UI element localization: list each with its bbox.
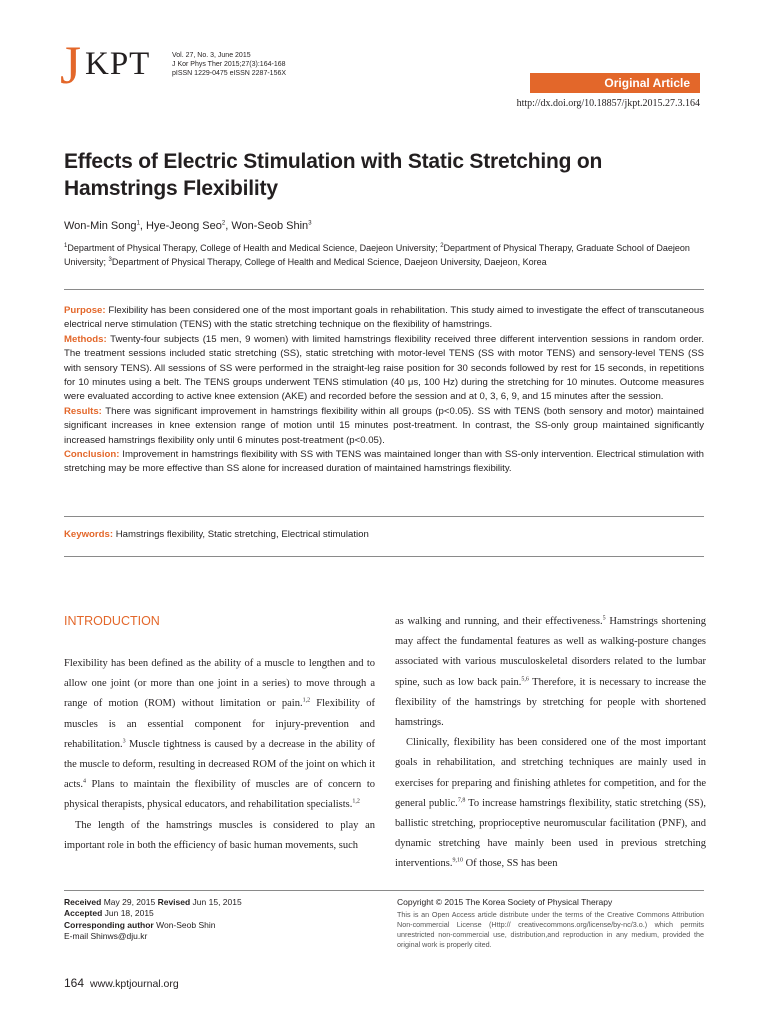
keywords (64, 529, 704, 540)
email-label: E-mail (64, 931, 89, 942)
corresponding-label: Corresponding author (64, 919, 154, 930)
keywords-bottom-rule (64, 556, 704, 557)
corresponding-author: Won-Seob Shin (153, 919, 216, 930)
body-text: Clinically, flexibility has been considered one of the most important goals in rehabilitation, and stretching techniques are mainly used in exercises for preparing and finishing athletes for competition, and for the general public. (395, 737, 706, 809)
received-date: May 29, 2015 (101, 897, 158, 907)
body-text: Therefore, it is necessary to increase the flexibility of the hamstrings by stretching for people with shortened hamstrings. (395, 676, 706, 729)
affiliation-1: Department of Physical Therapy, College of Health and Medical Science, Daejeon University; (67, 243, 441, 253)
body-paragraph: The length of the hamstrings muscles is considered to play an important role in both the efficiency of basic human movements, such (64, 819, 375, 851)
section-heading-introduction: INTRODUCTION (64, 614, 160, 628)
received-label: Received (64, 897, 102, 907)
purpose-label: Purpose: (64, 305, 106, 316)
journal-citation: J Kor Phys Ther 2015;27(3):164-168 (172, 60, 286, 68)
corresponding-line (64, 920, 384, 931)
citation-sup: 5 (602, 615, 606, 622)
body-text: Flexibility has been defined as the ability of a muscle to lengthen and to allow one joint (or more than one joint in a series) to move through a range of motion (ROM) without limitation or pain. (64, 658, 375, 710)
license-text: This is an Open Access article distribute under the terms of the Creative Commons Attribution Non-commercial License (Http:// creativecommons.org/license/by-nc/3.o.) which permits unrestricted non-commercial use, distribution,and reproduction in any medium, provided the original work is properly cited. (397, 910, 704, 949)
abstract-top-rule (64, 289, 704, 290)
footer-rule (64, 890, 704, 891)
citation-sup: 4 (82, 778, 86, 785)
body-column-right (395, 612, 706, 875)
article-type-badge: Original Article (530, 73, 700, 93)
citation-sup: 1,2 (302, 697, 311, 704)
body-text: Hamstrings shortening may affect the fundamental features as well as walking-posture changes associated with various musculoskeletal disorders related to the lumbar spine, such as low back pain. (395, 616, 706, 688)
abstract-results (64, 405, 704, 448)
author-name: Hye-Jeong Seo (146, 220, 222, 232)
journal-meta (172, 52, 286, 78)
title-line-2: Hamstrings Flexibility (64, 177, 278, 200)
citation-sup: 5,6 (521, 676, 529, 683)
affil-sup: 2 (440, 243, 444, 249)
affil-sup: 1 (64, 243, 68, 249)
doi-link[interactable]: http://dx.doi.org/10.18857/jkpt.2015.27.3.164 (516, 98, 700, 109)
author-sep: , (225, 220, 232, 232)
article-history (64, 897, 384, 943)
citation-sup: 1,2 (352, 798, 360, 805)
article-title (64, 148, 714, 202)
journal-volume: Vol. 27, No. 3, June 2015 (172, 52, 251, 59)
affiliations (64, 241, 704, 269)
body-paragraph (395, 612, 706, 733)
citation-sup: 3 (122, 738, 126, 745)
journal-website[interactable]: www.kptjournal.org (90, 978, 179, 990)
results-label: Results: (64, 405, 102, 417)
methods-text: Twenty-four subjects (15 men, 9 women) with limited hamstrings flexibility received three different intervention sessions in random order. The treatment sessions included static stretching (SS), static stretching with motor-level TENS (SS with motor TENS) and sensory-level TENS (SS with sensory TENS). All sessions of SS were performed in the straight-leg raise position for 30 seconds followed by rest for 15 seconds, in repetitions for 10 minutes using a belt. The TENS groups underwent TENS stimulation (40 μs, 100 Hz) during the stretching for 10 minutes. Outcome measures were evaluated according to active knee extension (AKE) and recorded before the session and at 0, 3, 6, 9, and 15 minutes after the session. (64, 333, 704, 403)
citation-sup: 7,8 (457, 797, 466, 804)
author-affil-sup: 3 (308, 220, 312, 227)
received-line (64, 897, 384, 908)
keywords-text: Hamstrings flexibility, Static stretching, Electrical stimulation (113, 529, 369, 540)
revised-label: Revised (157, 897, 191, 907)
journal-issn: pISSN 1229-0475 eISSN 2287-156X (172, 69, 287, 77)
author-name: Won-Min Song (64, 220, 137, 232)
keywords-label: Keywords: (64, 529, 114, 540)
affiliation-3: Department of Physical Therapy, College of Health and Medical Science, Daejeon University, Daejeon, Korea (111, 257, 547, 267)
copyright-text: Copyright © 2015 The Korea Society of Physical Therapy (397, 897, 613, 907)
logo-letter-j: J (60, 35, 82, 95)
body-text: To increase hamstrings flexibility, static stretching (SS), ballistic stretching, proprioceptive neuromuscular facilitation (PNF), and dynamic stretching have mainly been used in previous stretching interventions. (395, 797, 707, 870)
body-text: Plans to maintain the flexibility of muscles are of concern to physical therapists, physical educators, and rehabilitation specialists. (64, 779, 375, 811)
keywords-top-rule (64, 516, 704, 517)
abstract (64, 304, 704, 477)
body-paragraph (395, 733, 706, 874)
affil-sup: 3 (108, 257, 112, 263)
body-column-left (64, 612, 375, 856)
title-line-1: Effects of Electric Stimulation with Static Stretching on (64, 150, 603, 173)
email-address[interactable]: Shinws@dju.kr (88, 931, 148, 942)
author-name: Won-Seob Shin (231, 220, 309, 232)
body-text: Of those, SS has been (462, 858, 558, 870)
abstract-purpose (64, 304, 704, 333)
author-affil-sup: 2 (221, 220, 226, 227)
accepted-date: Jun 18, 2015 (102, 908, 154, 919)
results-text: There was significant improvement in hamstrings flexibility within all groups (p<0.05). SS with TENS (both sensory and motor) maintained significant increases in knee extension range of motion until 15 minutes post-treatment. In contrast, the SS-only group maintained significantly increased hamstrings flexibility only until 6 minutes post-treatment (p<0.05). (64, 405, 704, 446)
page-footer (64, 976, 179, 990)
conclusion-label: Conclusion: (64, 449, 120, 461)
affiliation-2: Department of Physical Therapy, Graduate School of Daejeon University; (64, 243, 690, 267)
accepted-label: Accepted (64, 908, 103, 919)
body-text: Flexibility of muscles is an essential component for injury-prevention and rehabilitation. (64, 698, 375, 750)
body-paragraph (64, 654, 375, 816)
conclusion-text: Improvement in hamstrings flexibility with SS with TENS was maintained longer than with SS-only intervention. Electrical stimulation with stretching may be more effective than SS alone for increased duration of maintained hamstrings flexibility. (64, 449, 704, 475)
email-line (64, 931, 384, 942)
author-list (64, 220, 312, 232)
accepted-line (64, 908, 384, 919)
methods-label: Methods: (64, 333, 107, 345)
page-number: 164 (64, 976, 85, 990)
citation-sup: 9,10 (452, 857, 463, 864)
abstract-conclusion (64, 448, 704, 477)
author-affil-sup: 1 (136, 220, 140, 227)
copyright-block (397, 897, 704, 950)
body-text: Muscle tightness is caused by a decrease in the ability of the muscle to deform, resulting in decreased ROM of the joint on which it acts. (64, 738, 375, 791)
revised-date: Jun 15, 2015 (190, 897, 242, 907)
author-sep: , (139, 220, 147, 232)
logo-letters-kpt: KPT (85, 46, 151, 82)
abstract-methods (64, 333, 704, 405)
body-text: as walking and running, and their effectiveness. (395, 616, 603, 627)
journal-logo (60, 35, 170, 95)
purpose-text: Flexibility has been considered one of the most important goals in rehabilitation. This study aimed to investigate the effect of transcutaneous electrical nerve stimulation (TENS) with the static stretching technique on the flexibility of hamstrings. (64, 305, 704, 331)
